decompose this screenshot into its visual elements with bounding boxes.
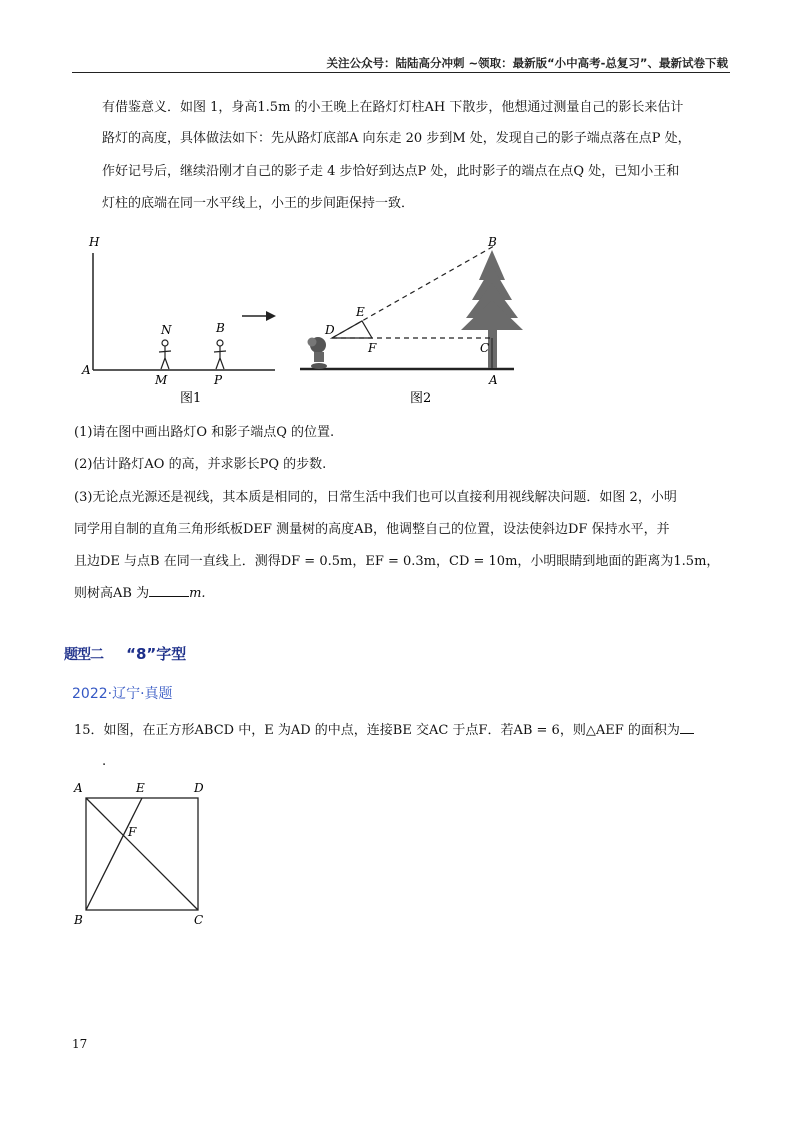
square-label-e: E — [136, 781, 145, 795]
fig1-label-m: M — [155, 373, 168, 387]
fig2-caption: 图2 — [410, 391, 432, 406]
fig1-caption: 图1 — [180, 391, 202, 406]
question-3-line-4 — [74, 584, 206, 604]
fig2-label-e: E — [356, 305, 365, 319]
problem-15-text: 15．如图，在正方形ABCD 中，E 为AD 的中点，连接BE 交AC 于点F．若AB = 6，则△AEF 的面积为 — [74, 723, 680, 738]
observer-figure — [308, 337, 328, 369]
answer-prefix: 则树高AB 为 — [74, 586, 150, 601]
square-label-b: B — [74, 913, 83, 927]
fig2-label-d: D — [325, 323, 335, 337]
fig1-label-p: P — [214, 373, 223, 387]
question-3-line-1: (3)无论点光源还是视线，其本质是相同的，日常生活中我们也可以直接利用视线解决问题．如图 2，小明 — [74, 490, 677, 505]
section-heading — [64, 643, 186, 664]
fig2-label-b: B — [488, 235, 497, 249]
problem-15-line-2: . — [102, 754, 107, 769]
fig1-label-n: N — [161, 323, 172, 337]
section-title: “8”字型 — [126, 645, 187, 663]
question-2: (2)估计路灯AO 的高，并求影长PQ 的步数. — [74, 457, 327, 472]
arrow-icon — [240, 308, 280, 324]
person-at-p — [214, 340, 226, 369]
fig1-label-h: H — [89, 235, 100, 249]
answer-blank[interactable] — [149, 596, 189, 597]
person-at-m — [159, 340, 171, 369]
page-header: 关注公众号：陆陆高分冲刺 ~领取：最新版“小中高考-总复习”、最新试卷下载 — [326, 56, 728, 70]
square-label-c: C — [194, 913, 204, 927]
square-label-f: F — [128, 825, 137, 839]
square-label-d: D — [194, 781, 204, 795]
problem-14-line-2: 路灯的高度，具体做法如下：先从路灯底部A 向东走 20 步到M 处，发现自己的影子端点落在点P 处， — [102, 131, 691, 146]
problem-15-blank[interactable] — [680, 733, 694, 734]
fig1-label-a: A — [82, 363, 91, 377]
page-number: 17 — [72, 1037, 88, 1051]
square-label-a: A — [74, 781, 83, 795]
question-3-line-2: 同学用自制的直角三角形纸板DEF 测量树的高度AB，他调整自己的位置，设法使斜边DF 保持水平，并 — [74, 522, 670, 537]
header-rule — [72, 72, 730, 73]
fig2-label-f: F — [368, 341, 377, 355]
problem-15-line-1 — [74, 721, 694, 741]
fig2-label-c: C — [480, 341, 490, 355]
fig2-label-a: A — [489, 373, 498, 387]
fig1-label-b: B — [216, 321, 225, 335]
problem-14-line-1: 有借鉴意义．如图 1，身高1.5m 的小王晚上在路灯灯柱AH 下散步，他想通过测量自己的影长来估计 — [102, 100, 684, 115]
figure-square — [70, 776, 220, 936]
question-1: (1)请在图中画出路灯O 和影子端点Q 的位置. — [74, 425, 335, 440]
problem-14-line-3: 作好记号后，继续沿刚才自己的影子走 4 步恰好到达点P 处，此时影子的端点在点Q 处，已知小王和 — [102, 164, 680, 179]
problem-14-line-4: 灯柱的底端在同一水平线上，小王的步间距保持一致． — [102, 196, 415, 211]
figure-2 — [296, 228, 526, 408]
source-label: 2022·辽宁·真题 — [72, 686, 173, 702]
section-badge: 题型二 — [64, 647, 103, 663]
question-3-line-3: 且边DE 与点B 在同一直线上．测得DF = 0.5m，EF = 0.3m，CD = 10m，小明眼睛到地面的距离为1.5m， — [74, 554, 720, 569]
answer-suffix: m. — [189, 586, 206, 601]
